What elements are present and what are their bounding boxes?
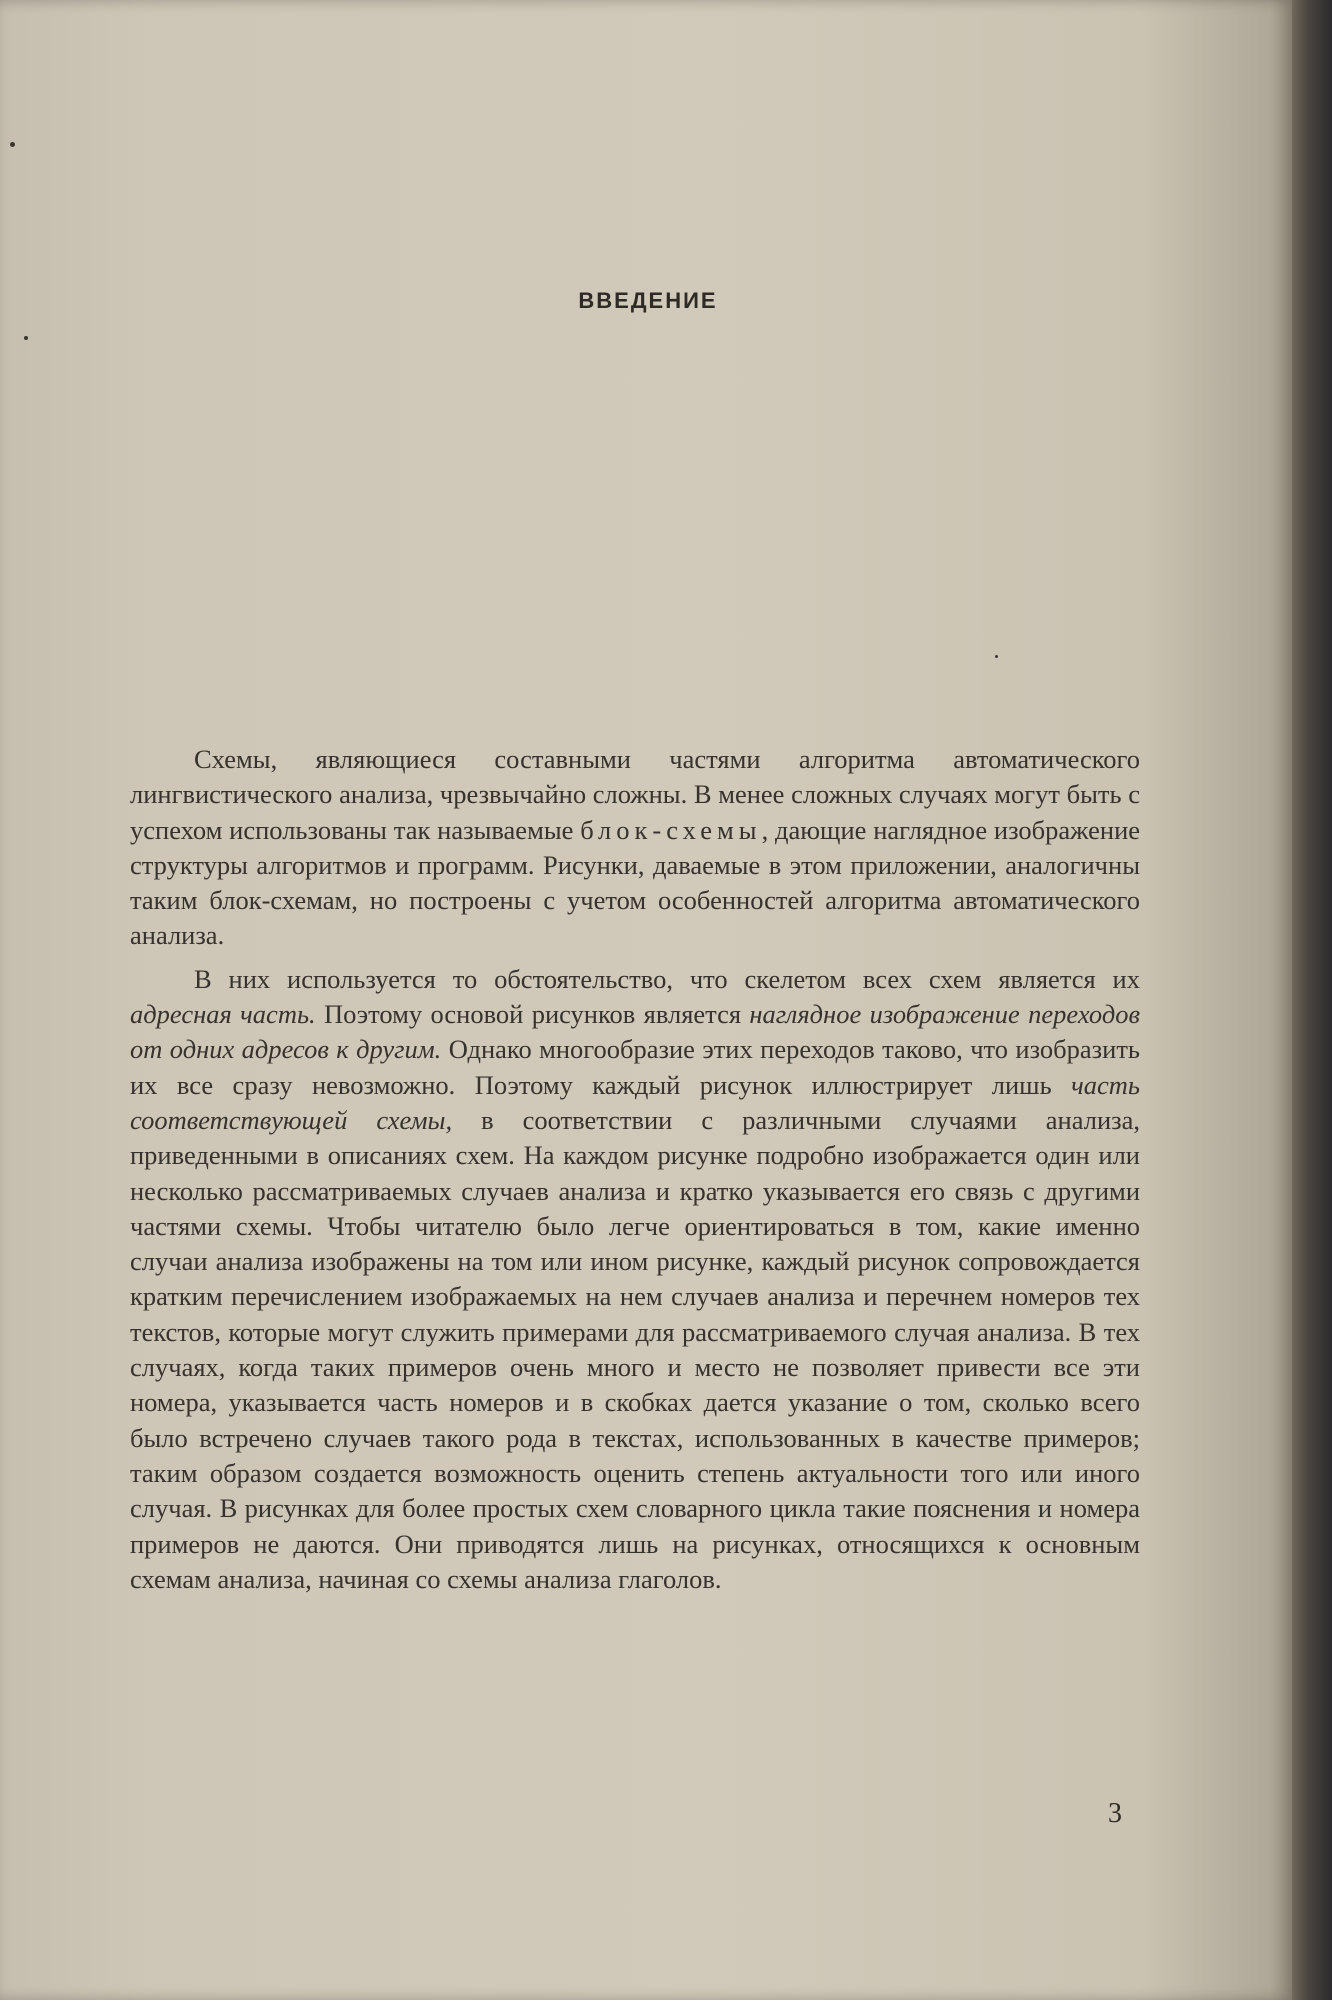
page-speck	[995, 655, 998, 658]
paragraph-2	[130, 962, 1140, 1597]
paragraph-2-italic-b: наглядное изображение переходов от одних адресов к другим.	[130, 999, 1140, 1065]
paragraph-2-text-d: в соответствии с различными случаями анализа, приведенными в описаниях схем. На каждом рисунке подробно изображается один или несколько рассматриваемых случаев анализа и кратко указывается его связь с другими частями схемы. Чтобы читателю было легче ориентироваться в том, какие именно случаи анализа изображены на том или ином рисунке, каждый рисунок сопровождается кратким перечислением изображаемых на нем случаев анализа и перечнем номеров тех текстов, которые могут служить примерами для рассматриваемого случая анализа. В тех случаях, когда таких примеров очень много и место не позволяет привести все эти номера, указывается часть номеров и в скобках дается указание о том, сколько всего было встречено случаев такого рода в текстах, использованных в качестве примеров; таким образом создается возможность оценить степень актуальности того или иного случая. В рисунках для более простых схем словарного цикла такие пояснения и номера примеров не даются. Они приводятся лишь на рисунках, относящихся к основным схемам анализа, начиная со схемы анализа глаголов.	[130, 1104, 1140, 1594]
page-number: 3	[1108, 1798, 1122, 1829]
paragraph-2-italic-a: адресная часть.	[130, 999, 316, 1030]
paragraph-1-text-b: , дающие наглядное изображение структуры алгоритмов и программ. Рисунки, даваемые в этом приложении, аналогичны таким блок-схемам, но построены с учетом особенностей алгоритма автоматического анализа.	[130, 814, 1141, 951]
page-speck	[10, 142, 15, 147]
paragraph-2-text-b: Поэтому основой рисунков является	[315, 999, 750, 1030]
chapter-heading: ВВЕДЕНИЕ	[578, 288, 718, 313]
paragraph-2-italic-c: часть соответствующей схемы,	[130, 1069, 1140, 1135]
paragraph-1-spaced-term: блок-схемы	[580, 814, 762, 845]
paragraph-2-text-c: Однако многообразие этих переходов таково, что изобразить их все сразу невозможно. Поэтому каждый рисунок иллюстрирует лишь	[130, 1034, 1140, 1100]
body-text	[130, 742, 1140, 1597]
paragraph-2-text-a: В них используется то обстоятельство, что скелетом всех схем является их	[194, 963, 1140, 994]
book-edge-right	[1292, 0, 1332, 2000]
paragraph-1-text-a: Схемы, являющиеся составными частями алгоритма автоматического лингвистического анализа, чрезвычайно сложны. В менее сложных случаях могут быть с успехом использованы так называемые	[130, 744, 1140, 845]
paragraph-1	[130, 742, 1140, 954]
page-speck	[24, 336, 28, 340]
